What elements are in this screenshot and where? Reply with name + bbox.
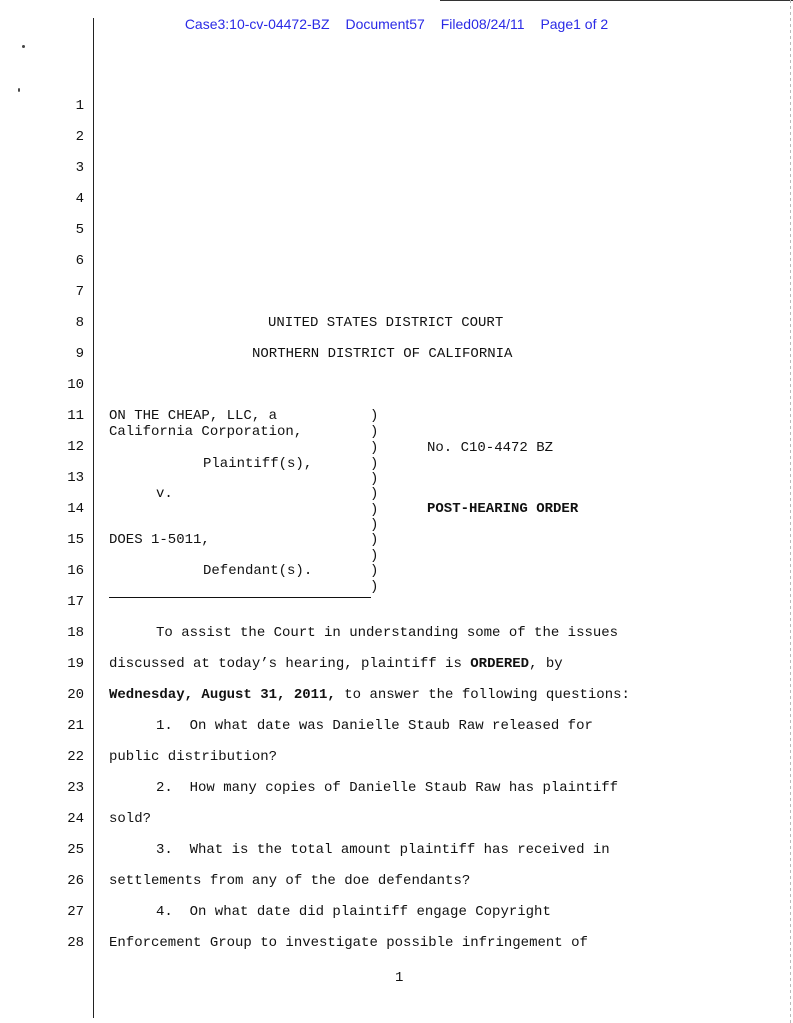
question-4: 4. On what date did plaintiff engage Copyright: [156, 904, 551, 920]
line-number: 18: [67, 625, 84, 641]
line-number: 21: [67, 718, 84, 734]
scan-speck: [18, 88, 20, 92]
line-number: 3: [75, 160, 84, 176]
line-number: 4: [75, 191, 84, 207]
question-2-cont: sold?: [109, 811, 152, 827]
caption-paren: ): [370, 486, 379, 502]
caption-paren: ): [370, 532, 379, 548]
line-number: 20: [67, 687, 84, 703]
document-number-header: Document57: [345, 16, 425, 32]
line-number: 8: [75, 315, 84, 331]
line-number: 22: [67, 749, 84, 765]
filed-date-header: Filed08/24/11: [440, 16, 525, 32]
line-number: 15: [67, 532, 84, 548]
question-3-cont: settlements from any of the doe defendants?: [109, 873, 471, 889]
question-3: 3. What is the total amount plaintiff has received in: [156, 842, 610, 858]
scan-speck: [22, 45, 25, 48]
court-name: UNITED STATES DISTRICT COURT: [268, 315, 504, 331]
plaintiff-name: ON THE CHEAP, LLC, a: [109, 408, 278, 424]
line-number: 17: [67, 594, 84, 610]
line-number: 27: [67, 904, 84, 920]
caption-paren: ): [370, 408, 379, 424]
top-border-line: [440, 0, 793, 1]
caption-underline: [109, 597, 371, 598]
question-4-cont: Enforcement Group to investigate possible infringement of: [109, 935, 588, 951]
defendant-role: Defendant(s).: [203, 563, 313, 579]
line-number: 28: [67, 935, 84, 951]
line-number: 7: [75, 284, 84, 300]
right-margin-rule: [790, 0, 791, 1023]
line-number: 10: [67, 377, 84, 393]
case-number-header: Case3:10-cv-04472-BZ: [184, 16, 330, 32]
body-line-19: [109, 656, 563, 672]
left-margin-rule: [93, 18, 94, 1018]
page-count-header: Page1 of 2: [540, 16, 609, 32]
caption-paren: ): [370, 440, 379, 456]
line-number: 2: [75, 129, 84, 145]
caption-paren: ): [370, 424, 379, 440]
line-number: 5: [75, 222, 84, 238]
plaintiff-role: Plaintiff(s),: [203, 456, 313, 472]
line-number: 13: [67, 470, 84, 486]
line-number: 26: [67, 873, 84, 889]
line-number: 19: [67, 656, 84, 672]
ordered-emphasis: ORDERED: [470, 656, 530, 672]
order-title: POST-HEARING ORDER: [427, 501, 579, 517]
deadline-date: Wednesday, August 31, 2011,: [109, 687, 336, 703]
line-number: 6: [75, 253, 84, 269]
line-number: 25: [67, 842, 84, 858]
caption-paren: ): [370, 548, 379, 564]
caption-paren: ): [370, 563, 379, 579]
body-line-20: [109, 687, 630, 703]
body-text: to answer the following questions:: [335, 687, 630, 703]
line-number: 14: [67, 501, 84, 517]
body-text: , by: [529, 656, 563, 672]
plaintiff-description: California Corporation,: [109, 424, 303, 440]
caption-paren: ): [370, 579, 379, 595]
caption-paren: ): [370, 471, 379, 487]
line-number: 24: [67, 811, 84, 827]
defendant-name: DOES 1-5011,: [109, 532, 210, 548]
versus-label: v.: [156, 486, 173, 502]
caption-paren: ): [370, 517, 379, 533]
body-line-18: To assist the Court in understanding some of the issues: [156, 625, 619, 641]
line-number: 12: [67, 439, 84, 455]
line-number: 1: [75, 98, 84, 114]
question-1-cont: public distribution?: [109, 749, 278, 765]
question-1: 1. On what date was Danielle Staub Raw released for: [156, 718, 593, 734]
case-number: No. C10-4472 BZ: [427, 440, 554, 456]
line-number: 16: [67, 563, 84, 579]
page-number: 1: [395, 970, 404, 986]
line-number: 9: [75, 346, 84, 362]
caption-paren: ): [370, 456, 379, 472]
court-district: NORTHERN DISTRICT OF CALIFORNIA: [252, 346, 513, 362]
question-2: 2. How many copies of Danielle Staub Raw has plaintiff: [156, 780, 619, 796]
line-number: 11: [67, 408, 84, 424]
caption-paren: ): [370, 502, 379, 518]
body-text: discussed at today’s hearing, plaintiff is: [109, 656, 471, 672]
ecf-header: [0, 16, 793, 32]
line-number: 23: [67, 780, 84, 796]
